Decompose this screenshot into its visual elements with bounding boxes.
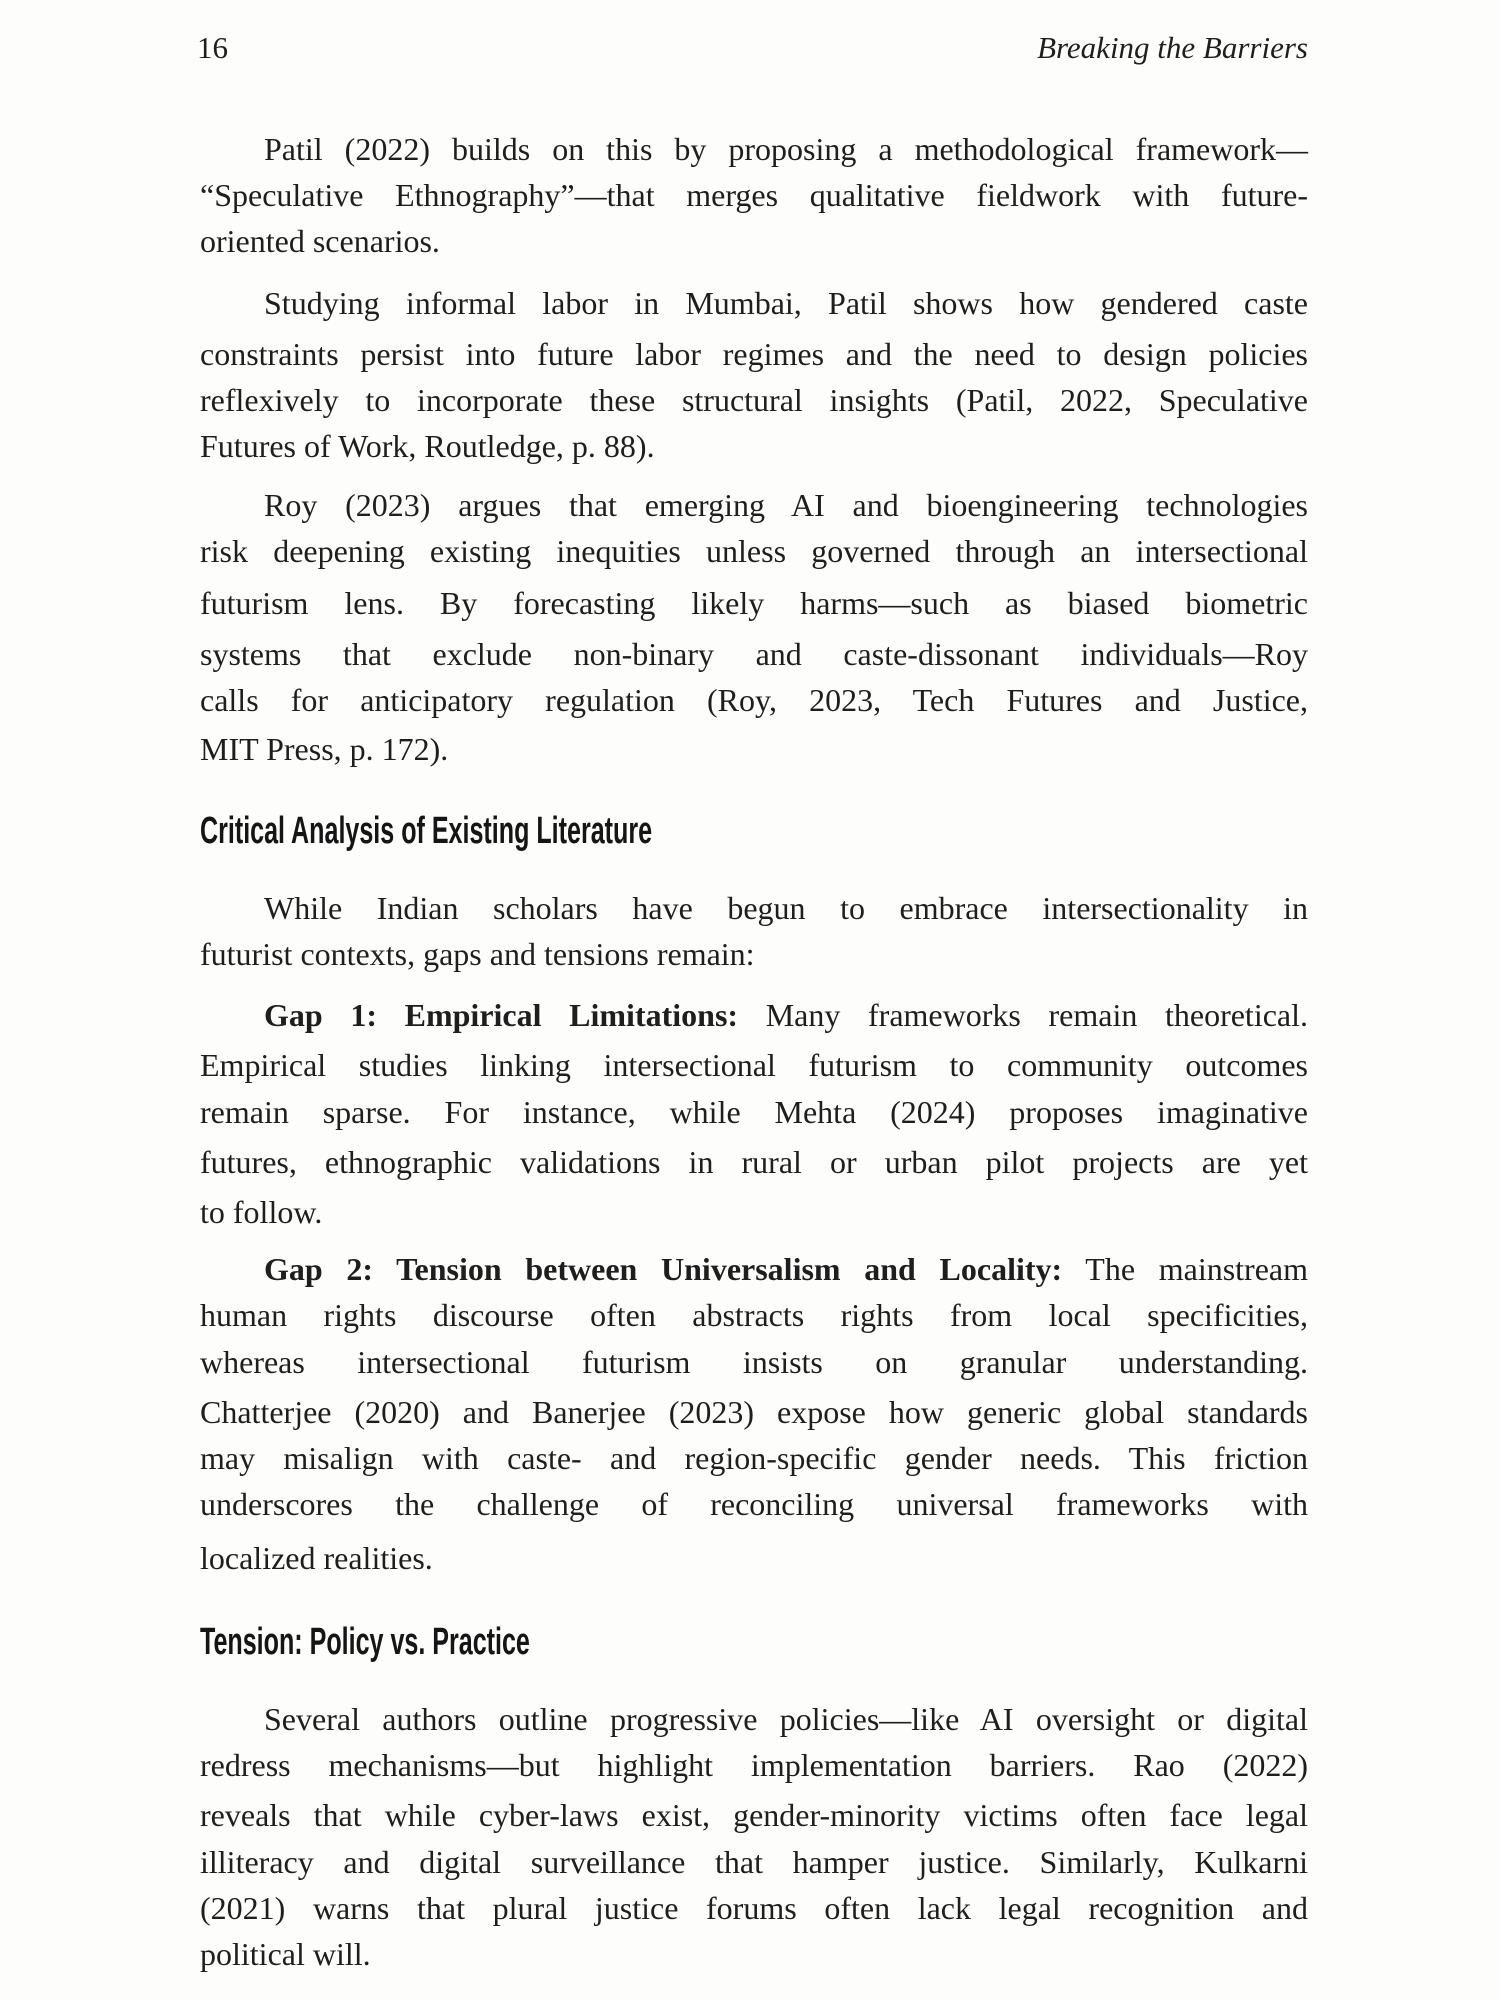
paragraph-line: risk deepening existing inequities unless governed through an intersectional: [200, 533, 1308, 569]
paragraph-line: Roy (2023) argues that emerging AI and bioengineering technologies: [264, 487, 1308, 523]
paragraph-line: oriented scenarios.: [200, 223, 440, 259]
paragraph-line: constraints persist into future labor regimes and the need to design policies: [200, 336, 1308, 372]
paragraph-line: systems that exclude non-binary and caste-dissonant individuals—Roy: [200, 636, 1308, 672]
section-heading: Tension: Policy vs. Practice: [200, 1621, 530, 1663]
paragraph-line: futurism lens. By forecasting likely harms—such as biased biometric: [200, 585, 1308, 621]
paragraph-line: futures, ethnographic validations in rural or urban pilot projects are yet: [200, 1144, 1308, 1180]
paragraph-line: reveals that while cyber-laws exist, gender-minority victims often face legal: [200, 1797, 1308, 1833]
paragraph-line: redress mechanisms—but highlight implementation barriers. Rao (2022): [200, 1747, 1308, 1783]
running-title: Breaking the Barriers: [1037, 30, 1308, 65]
paragraph-line: (2021) warns that plural justice forums often lack legal recognition and: [200, 1890, 1308, 1926]
paragraph-line: human rights discourse often abstracts rights from local specificities,: [200, 1297, 1308, 1333]
paragraph-line: Chatterjee (2020) and Banerjee (2023) expose how generic global standards: [200, 1394, 1308, 1430]
paragraph-line: reflexively to incorporate these structural insights (Patil, 2022, Speculative: [200, 382, 1308, 418]
section-heading: Critical Analysis of Existing Literature: [200, 810, 653, 852]
paragraph-line: to follow.: [200, 1194, 323, 1230]
gap-description: Many frameworks remain theoretical.: [738, 997, 1309, 1033]
paragraph-line: Empirical studies linking intersectional futurism to community outcomes: [200, 1047, 1308, 1083]
paragraph-line: Futures of Work, Routledge, p. 88).: [200, 428, 655, 464]
paragraph-line: MIT Press, p. 172).: [200, 731, 449, 767]
paragraph-line: illiteracy and digital surveillance that hamper justice. Similarly, Kulkarni: [200, 1844, 1308, 1880]
paragraph-line: [264, 1249, 1308, 1289]
page-number: 16: [197, 30, 228, 65]
paragraph-line: may misalign with caste- and region-specific gender needs. This friction: [200, 1440, 1308, 1476]
paragraph-line: remain sparse. For instance, while Mehta (2024) proposes imaginative: [200, 1094, 1308, 1130]
paragraph-line: whereas intersectional futurism insists on granular understanding.: [200, 1344, 1308, 1380]
paragraph-line: localized realities.: [200, 1540, 433, 1576]
paragraph-line: calls for anticipatory regulation (Roy, 2023, Tech Futures and Justice,: [200, 682, 1308, 718]
paragraph-line: Patil (2022) builds on this by proposing a methodological framework—: [264, 131, 1308, 167]
gap-description: The mainstream: [1062, 1251, 1309, 1287]
paragraph-line: futurist contexts, gaps and tensions remain:: [200, 936, 755, 972]
paragraph-line: Several authors outline progressive policies—like AI oversight or digital: [264, 1701, 1308, 1737]
paragraph-line: underscores the challenge of reconciling universal frameworks with: [200, 1486, 1308, 1522]
gap-label: Gap 1: Empirical Limitations:: [264, 997, 739, 1033]
paragraph-line: While Indian scholars have begun to embrace intersectionality in: [264, 890, 1308, 926]
paragraph-line: political will.: [200, 1936, 371, 1972]
paragraph-line: Studying informal labor in Mumbai, Patil shows how gendered caste: [264, 285, 1308, 321]
gap-label: Gap 2: Tension between Universalism and Locality:: [264, 1251, 1063, 1287]
paragraph-line: [264, 995, 1308, 1035]
paragraph-line: “Speculative Ethnography”—that merges qualitative fieldwork with future-: [200, 177, 1308, 213]
